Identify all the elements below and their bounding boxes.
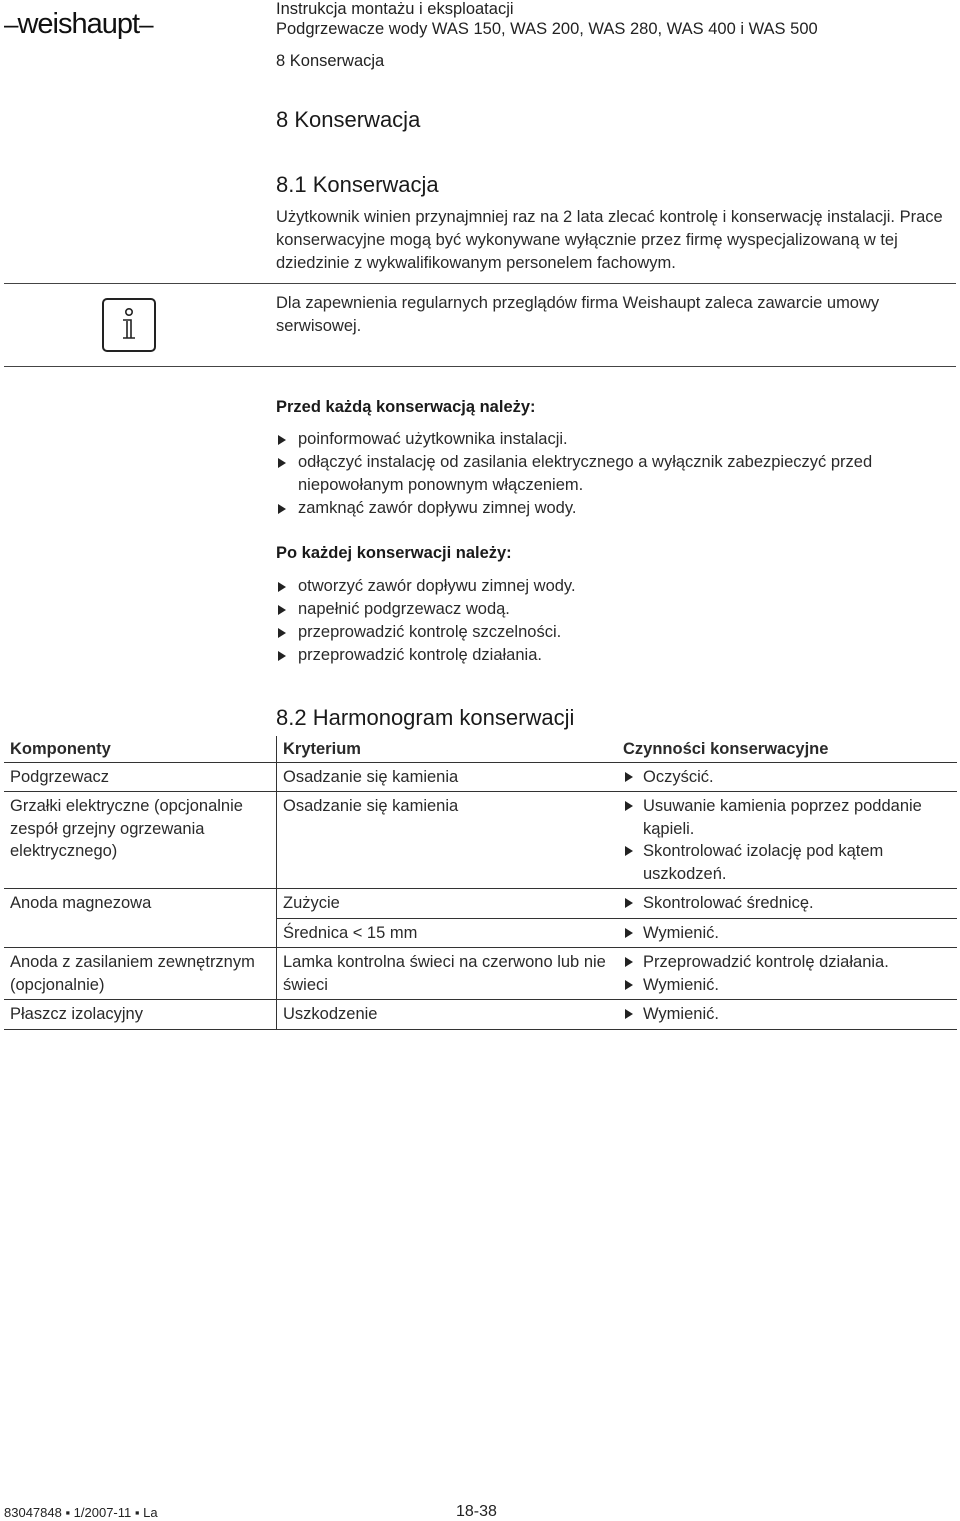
footer-page-number: 18-38 (456, 1503, 497, 1520)
cell-actions (617, 889, 957, 919)
cell-component: Podgrzewacz (4, 762, 277, 792)
cell-criterion: Średnica < 15 mm (277, 918, 618, 948)
cell-component: Płaszcz izolacyjny (4, 1000, 277, 1030)
cell-component (4, 918, 277, 948)
list-item: odłączyć instalację od zasilania elektrycznego a wyłącznik zabezpieczyć przed niepowołanym ponownym włączeniem. (276, 451, 956, 497)
cell-criterion: Zużycie (277, 889, 618, 919)
header-product-line: Podgrzewacze wody WAS 150, WAS 200, WAS 280, WAS 400 i WAS 500 (276, 20, 818, 38)
cell-criterion: Osadzanie się kamienia (277, 762, 618, 792)
column-header-actions: Czynności konserwacyjne (617, 736, 957, 762)
bullet-arrow-icon (625, 928, 633, 938)
cell-component: Anoda z zasilaniem zewnętrznym (opcjonalnie) (4, 948, 277, 1000)
list-item: przeprowadzić kontrolę szczelności. (276, 621, 956, 644)
bullet-arrow-icon (625, 980, 633, 990)
bullet-arrow-icon (625, 957, 633, 967)
info-icon (102, 298, 156, 352)
section-title-maintenance: 8.1 Konserwacja (276, 172, 439, 197)
maintenance-schedule-table (4, 736, 957, 1030)
header-chapter: 8 Konserwacja (276, 52, 385, 70)
info-divider-bottom (4, 366, 956, 367)
table-row (4, 948, 957, 1000)
after-maintenance-list (276, 575, 956, 667)
intro-paragraph: Użytkownik winien przynajmniej raz na 2 lata zlecać kontrolę i konserwację instalacji. Prace konserwacyjne mogą być wykonywane wyłącznie przez firmę wyspecjalizowaną w tej dziedzinie z wykwalifikowanym personelem fachowym. (276, 208, 943, 272)
bullet-arrow-icon (278, 605, 286, 615)
bullet-arrow-icon (278, 651, 286, 661)
section-title-schedule: 8.2 Harmonogram konserwacji (276, 705, 575, 730)
bullet-arrow-icon (625, 772, 633, 782)
action-item: Oczyścić. (623, 766, 951, 789)
cell-actions (617, 918, 957, 948)
bullet-arrow-icon (278, 458, 286, 468)
action-item: Skontrolować średnicę. (623, 892, 951, 915)
header-doc-title: Instrukcja montażu i eksploatacji (276, 0, 514, 18)
list-item: otworzyć zawór dopływu zimnej wody. (276, 575, 956, 598)
bullet-arrow-icon (625, 801, 633, 811)
table-row (4, 1000, 957, 1030)
action-item: Usuwanie kamienia poprzez poddanie kąpieli. (623, 795, 951, 840)
cell-criterion: Osadzanie się kamienia (277, 792, 618, 889)
cell-actions (617, 762, 957, 792)
action-item: Wymienić. (623, 1003, 951, 1026)
cell-criterion: Uszkodzenie (277, 1000, 618, 1030)
info-note-text: Dla zapewnienia regularnych przeglądów firma Weishaupt zaleca zawarcie umowy serwisowej. (276, 294, 880, 335)
list-item: napełnić podgrzewacz wodą. (276, 598, 956, 621)
bullet-arrow-icon (278, 435, 286, 445)
cell-actions (617, 948, 957, 1000)
cell-criterion: Lamka kontrolna świeci na czerwono lub nie świeci (277, 948, 618, 1000)
chapter-title: 8 Konserwacja (276, 107, 421, 132)
table-row (4, 792, 957, 889)
bullet-arrow-icon (278, 582, 286, 592)
bullet-arrow-icon (625, 1009, 633, 1019)
weishaupt-logo: –weishaupt– (4, 8, 153, 40)
cell-actions (617, 1000, 957, 1030)
list-item: poinformować użytkownika instalacji. (276, 428, 956, 451)
column-header-criterion: Kryterium (277, 736, 618, 762)
list-item: zamknąć zawór dopływu zimnej wody. (276, 497, 956, 520)
after-maintenance-heading: Po każdej konserwacji należy: (276, 544, 512, 562)
bullet-arrow-icon (278, 504, 286, 514)
bullet-arrow-icon (278, 628, 286, 638)
bullet-arrow-icon (625, 898, 633, 908)
action-item: Wymienić. (623, 974, 951, 997)
list-item: przeprowadzić kontrolę działania. (276, 644, 956, 667)
before-maintenance-heading: Przed każdą konserwacją należy: (276, 398, 536, 416)
cell-actions (617, 792, 957, 889)
before-maintenance-list (276, 428, 956, 520)
footer-document-code: 83047848 ▪ 1/2007-11 ▪ La (4, 1505, 158, 1520)
cell-component: Anoda magnezowa (10, 894, 152, 912)
action-item: Skontrolować izolację pod kątem uszkodzeń. (623, 840, 951, 885)
action-item: Wymienić. (623, 922, 951, 945)
column-header-components: Komponenty (4, 736, 277, 762)
action-item: Przeprowadzić kontrolę działania. (623, 951, 951, 974)
table-row (4, 889, 957, 919)
info-divider-top (4, 283, 956, 284)
table-row (4, 762, 957, 792)
table-header-row (4, 736, 957, 762)
cell-component: Grzałki elektryczne (opcjonalnie zespół grzejny ogrzewania elektrycznego) (4, 792, 277, 889)
table-row (4, 918, 957, 948)
bullet-arrow-icon (625, 846, 633, 856)
